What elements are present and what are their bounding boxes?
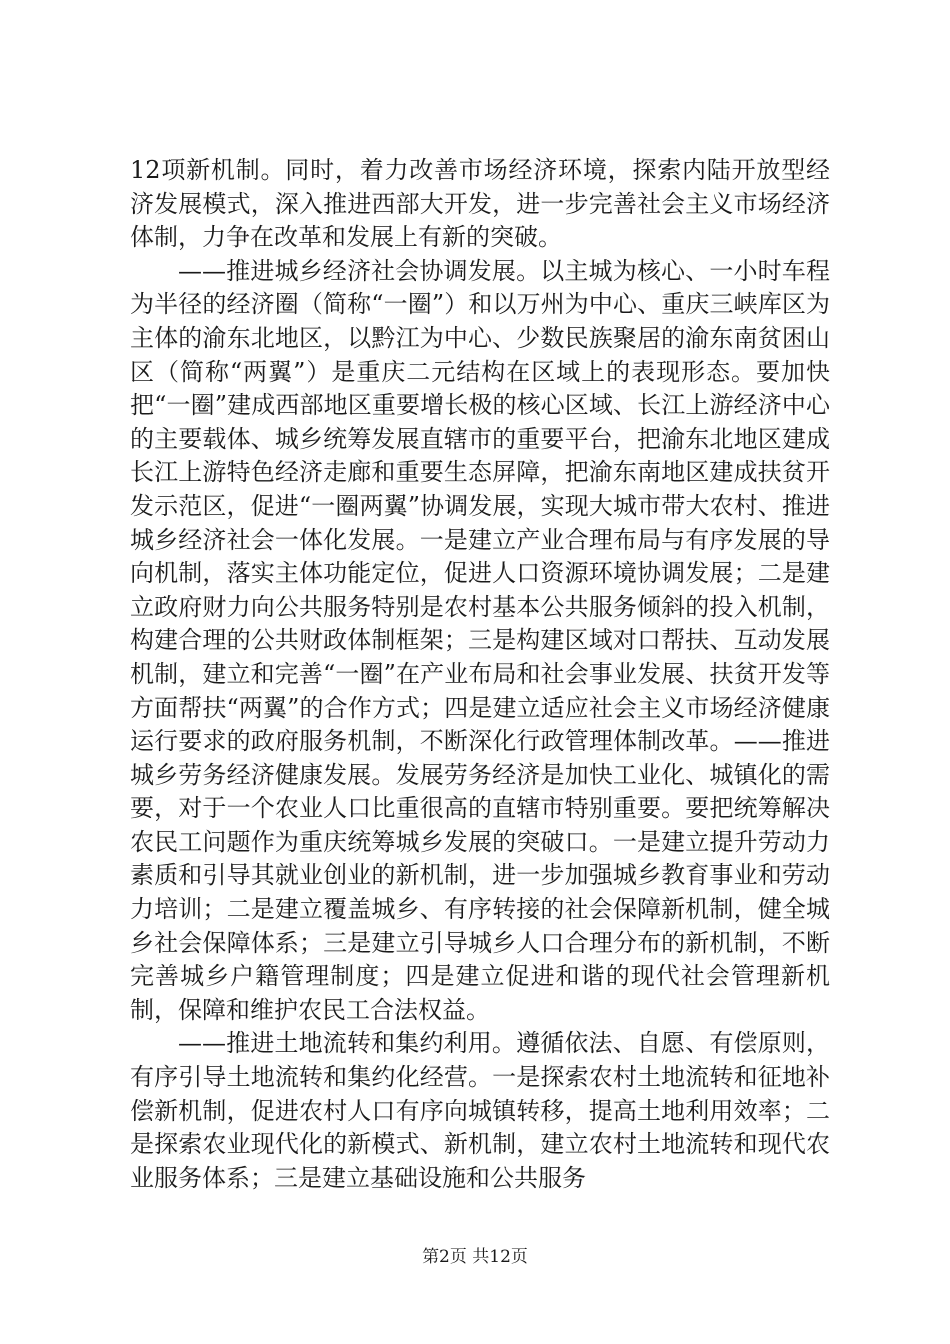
paragraph-3: ——推进土地流转和集约利用。遵循依法、自愿、有偿原则，有序引导土地流转和集约化经营。一是探索农村土地流转和征地补偿新机制，促进农村人口有序向城镇转移，提高土地利用效率；二是探索农业现代化的新模式、新机制，建立农村土地流转和现代农业服务体系；三是建立基础设施和公共服务 — [130, 1029, 830, 1192]
document-body — [130, 154, 830, 1195]
paragraph-2: ——推进城乡经济社会协调发展。以主城为核心、一小时车程为半径的经济圈（简称“一圈”）和以万州为中心、重庆三峡库区为主体的渝东北地区，以黔江为中心、少数民族聚居的渝东南贫困山区（简称“两翼”）是重庆二元结构在区域上的表现形态。要加快把“一圈”建成西部地区重要增长极的核心区域、长江上游经济中心的主要载体、城乡统筹发展直辖市的重要平台，把渝东北地区建成长江上游特色经济走廊和重要生态屏障，把渝东南地区建成扶贫开发示范区，促进“一圈两翼”协调发展，实现大城市带大农村、推进城乡经济社会一体化发展。一是建立产业合理布局与有序发展的导向机制，落实主体功能定位，促进人口资源环境协调发展；二是建立政府财力向公共服务特别是农村基本公共服务倾斜的投入机制，构建合理的公共财政体制框架；三是构建区域对口帮扶、互动发展机制，建立和完善“一圈”在产业布局和社会事业发展、扶贫开发等方面帮扶“两翼”的合作方式；四是建立适应社会主义市场经济健康运行要求的政府服务机制，不断深化行政管理体制改革。——推进城乡劳务经济健康发展。发展劳务经济是加快工业化、城镇化的需要，对于一个农业人口比重很高的直辖市特别重要。要把统筹解决农民工问题作为重庆统筹城乡发展的突破口。一是建立提升劳动力素质和引导其就业创业的新机制，进一步加强城乡教育事业和劳动力培训；二是建立覆盖城乡、有序转接的社会保障新机制，健全城乡社会保障体系；三是建立引导城乡人口合理分布的新机制，不断完善城乡户籍管理制度；四是建立促进和谐的现代社会管理新机制，保障和维护农民工合法权益。 — [130, 256, 830, 1024]
paragraph-1: 12项新机制。同时，着力改善市场经济环境，探索内陆开放型经济发展模式，深入推进西部大开发，进一步完善社会主义市场经济体制，力争在改革和发展上有新的突破。 — [130, 156, 830, 252]
page-number-footer: 第2页 共12页 — [422, 1247, 528, 1267]
